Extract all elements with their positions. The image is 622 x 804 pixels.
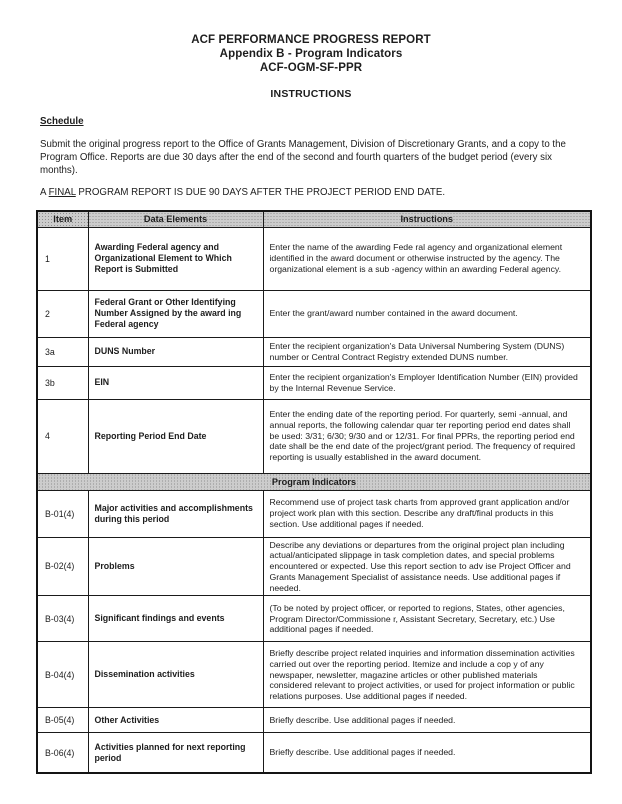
table-row [37, 642, 591, 708]
instructions-cell: Describe any deviations or departures from the original project plan including actual/anticipated slippage in task completion dates, and special problems encountered or expected. Use this report section to adv ise Project Officer and Grants Management Specialist of assistance needs. Use additional pages if needed. [263, 537, 591, 596]
table-row [37, 596, 591, 642]
item-cell: B-01(4) [37, 490, 88, 537]
table-row [37, 537, 591, 596]
instructions-cell: Recommend use of project task charts from approved grant application and/or project work plan with this section. Describe any draft/final products in this section. Use additional pages if needed. [263, 490, 591, 537]
instructions-heading: INSTRUCTIONS [270, 88, 352, 100]
data-element-cell: Dissemination activities [88, 642, 263, 708]
data-element-cell: Significant findings and events [88, 596, 263, 642]
document-body [40, 100, 584, 199]
form-number: ACF-OGM-SF-PPR [259, 62, 363, 74]
table-row [37, 337, 591, 366]
data-element-cell: DUNS Number [88, 337, 263, 366]
column-header-data-elements: Data Elements [88, 211, 263, 227]
item-cell: 1 [37, 227, 88, 290]
table-row [37, 708, 591, 733]
instructions-cell: (To be noted by project officer, or reported to regions, States, other agencies, Program Director/Commissione r, Assistant Secretary, Secretary, etc.) Use additional pages if needed. [263, 596, 591, 642]
data-element-cell: Problems [88, 537, 263, 596]
instructions-cell: Briefly describe project related inquiries and information dissemination activities carried out over the reporting period. Itemize and include a cop y of any newspaper, newsletter, magazine articles or other published materials considered relevant to project activities, or used for project information or public relations purposes. Use additional pages if needed. [263, 642, 591, 708]
item-cell: B-06(4) [37, 733, 88, 773]
page-title: ACF PERFORMANCE PROGRESS REPORT [191, 34, 431, 46]
instructions-cell: Enter the recipient organization's Employer Identification Number (EIN) provided by the Internal Revenue Service. [263, 366, 591, 399]
item-cell: B-03(4) [37, 596, 88, 642]
table-row [37, 290, 591, 337]
table-row [37, 490, 591, 537]
item-cell: 3a [37, 337, 88, 366]
instructions-cell: Enter the ending date of the reporting period. For quarterly, semi -annual, and annual reports, the following calendar quar ter reporting period end dates shall be used: 3/31; 6/30; 9/30 and or 12/31. For final PPRs, the reporting period end date shall be the end date of the project/grant period. The frequency of required reporting is usually established in the award document. [263, 399, 591, 473]
section-label: Program Indicators [37, 473, 591, 490]
instructions-cell: Briefly describe. Use additional pages if needed. [263, 708, 591, 733]
final-report-notice [40, 186, 584, 199]
item-cell: 3b [37, 366, 88, 399]
item-cell: B-05(4) [37, 708, 88, 733]
column-header-instructions: Instructions [263, 211, 591, 227]
data-element-cell: Reporting Period End Date [88, 399, 263, 473]
data-element-cell: Major activities and accomplishments during this period [88, 490, 263, 537]
item-cell: B-04(4) [37, 642, 88, 708]
data-element-cell: Federal Grant or Other Identifying Number Assigned by the award ing Federal agency [88, 290, 263, 337]
instructions-cell: Enter the name of the awarding Fede ral agency and organizational element identified in the award document or otherwise instructed by the agency. The organizational element is a sub -agency within an awarding Federal agency. [263, 227, 591, 290]
final-notice-rest: PROGRAM REPORT IS DUE 90 DAYS AFTER THE PROJECT PERIOD END DATE. [75, 187, 446, 198]
table-row [37, 227, 591, 290]
final-notice-prefix: A [40, 187, 49, 198]
table-row [37, 733, 591, 773]
table-row [37, 399, 591, 473]
data-element-cell: Activities planned for next reporting period [88, 733, 263, 773]
table-header-row [37, 211, 591, 227]
data-element-cell: Awarding Federal agency and Organizational Element to Which Report is Submitted [88, 227, 263, 290]
final-notice-underlined-word: FINAL [48, 187, 76, 198]
item-cell: 2 [37, 290, 88, 337]
instructions-cell: Briefly describe. Use additional pages if needed. [263, 733, 591, 773]
schedule-heading: Schedule [40, 116, 84, 127]
item-cell: 4 [37, 399, 88, 473]
document-header [0, 0, 622, 100]
data-element-cell: EIN [88, 366, 263, 399]
page-subtitle: Appendix B - Program Indicators [219, 48, 403, 60]
column-header-item: Item [37, 211, 88, 227]
instructions-cell: Enter the recipient organization's Data Universal Numbering System (DUNS) number or Central Contract Registry extended DUNS number. [263, 337, 591, 366]
table-row [37, 366, 591, 399]
instructions-cell: Enter the grant/award number contained in the award document. [263, 290, 591, 337]
item-cell: B-02(4) [37, 537, 88, 596]
instructions-table [36, 210, 592, 774]
section-divider-row [37, 473, 591, 490]
data-element-cell: Other Activities [88, 708, 263, 733]
schedule-paragraph: Submit the original progress report to the Office of Grants Management, Division of Discretionary Grants, and a copy to the Program Office. Reports are due 30 days after the end of the second and fourth quarters of the budget period (every six months). [40, 139, 566, 176]
